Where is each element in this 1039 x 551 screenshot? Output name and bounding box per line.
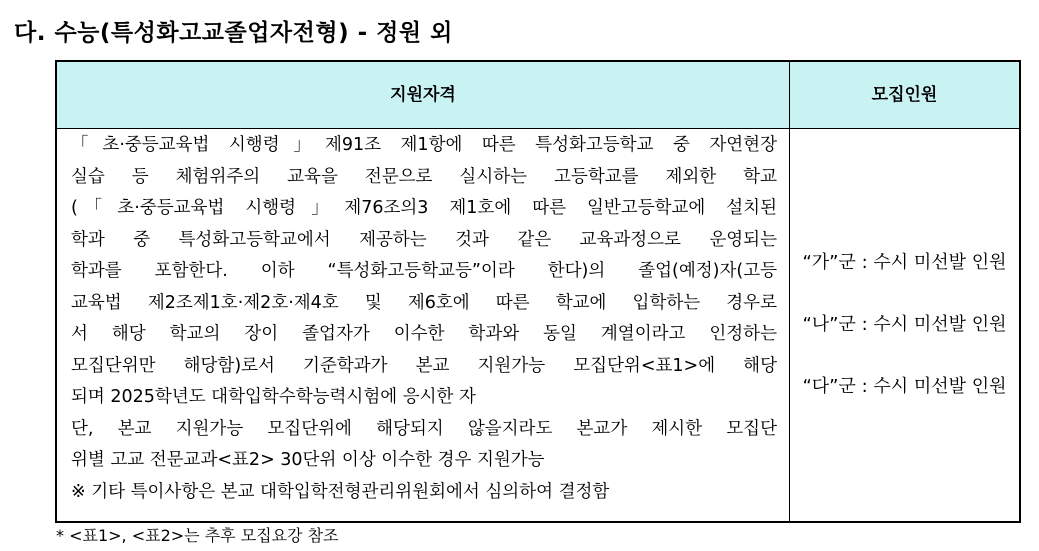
qualification-line: 위별 고교 전문교과<표2> 30단위 이상 이수한 경우 지원가능: [71, 450, 545, 470]
qualification-cell: [71, 130, 777, 508]
qualification-line: 단, 본교 지원가능 모집단위에 해당되지 않을지라도 본교가 제시한 모집단: [71, 418, 777, 439]
recruitment-group-ga: “가”군 : 수시 미선발 인원: [802, 252, 1007, 273]
qualification-line: 되며 2025학년도 대학입학수학능력시험에 응시한 자: [71, 387, 476, 407]
qualification-line: 모집단위만 해당함)로서 기준학과가 본교 지원가능 모집단위<표1>에 해당: [71, 355, 777, 376]
section-title: 다. 수능(특성화고교졸업자전형) - 정원 외: [14, 20, 453, 46]
qualification-line: 학과 중 특성화고등학교에서 제공하는 것과 같은 교육과정으로 운영되는: [71, 229, 777, 250]
qualification-line: 실습 등 체험위주의 교육을 전문으로 실시하는 고등학교를 제외한 학교: [71, 166, 777, 187]
qualification-line: 「초·중등교육법 시행령」제91조 제1항에 따른 특성화고등학교 중 자연현장: [71, 135, 777, 155]
recruitment-group-na: “나”군 : 수시 미선발 인원: [802, 314, 1007, 335]
qualification-line: 학과를 포함한다. 이하 “특성화고등학교등”이라 한다)의 졸업(예정)자(고등: [71, 261, 777, 281]
table-header-row: [57, 62, 1019, 129]
qualification-line: 서 해당 학교의 장이 졸업자가 이수한 학과와 동일 계열이라고 인정하는: [71, 324, 777, 344]
admission-table: [55, 60, 1021, 523]
header-qualification: 지원자격: [390, 85, 456, 105]
recruitment-group-da: “다”군 : 수시 미선발 인원: [802, 376, 1007, 397]
qualification-note: ※ 기타 특이사항은 본교 대학입학전형관리위원회에서 심의하여 결정함: [71, 481, 610, 502]
footnote: * <표1>, <표2>는 추후 모집요강 참조: [56, 526, 339, 545]
qualification-line: (「초·중등교육법 시행령」제76조의3 제1호에 따른 일반고등학교에 설치된: [71, 198, 777, 218]
header-recruitment: 모집인원: [871, 85, 938, 105]
recruitment-cell: [790, 247, 1019, 433]
qualification-line: 교육법 제2조제1호·제2호·제4호 및 제6호에 따른 학교에 입학하는 경우로: [71, 292, 777, 313]
